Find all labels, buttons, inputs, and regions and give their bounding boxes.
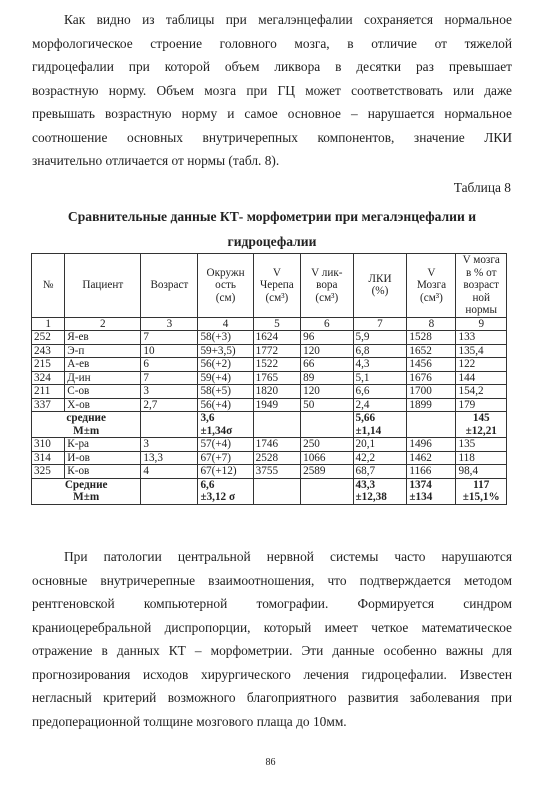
table-cell: 243 xyxy=(32,344,65,358)
column-numbers-row xyxy=(32,317,507,331)
cell-text: M±m xyxy=(73,491,100,503)
cell-text: Пациент xyxy=(82,279,124,291)
column-header xyxy=(198,254,253,318)
table-cell: 310 xyxy=(32,438,65,452)
table-cell: 135 xyxy=(456,438,507,452)
table-label: Таблица 8 xyxy=(453,180,511,195)
text-line: При патологии центральной нервной системы часто нарушаются xyxy=(64,549,512,564)
table-cell: 5,1 xyxy=(353,371,407,385)
column-header xyxy=(456,254,507,318)
table-row xyxy=(32,465,507,479)
column-number: 4 xyxy=(198,317,253,331)
table-cell: 1462 xyxy=(407,451,456,465)
table-cell: 122 xyxy=(456,358,507,372)
table-row xyxy=(32,438,507,452)
average-label xyxy=(32,478,141,504)
table-cell: 3755 xyxy=(253,465,300,479)
column-header xyxy=(32,254,65,318)
cell-text: ±134 xyxy=(409,491,433,503)
table-row xyxy=(32,385,507,399)
cell-text: Черепа xyxy=(260,279,294,291)
column-header xyxy=(141,254,198,318)
text-line: основные внутричерепные взаимоотношения, что подтверждается методом xyxy=(32,572,512,588)
cell-text: V xyxy=(272,266,281,279)
cell-text: Возраст xyxy=(150,279,189,291)
table-cell: 2528 xyxy=(253,451,300,465)
table-cell: 7 xyxy=(141,371,198,385)
cell-text: № xyxy=(42,279,54,291)
intro-paragraph xyxy=(32,8,512,173)
table-cell: 4 xyxy=(141,465,198,479)
table-cell xyxy=(301,412,353,438)
cell-text: (см³) xyxy=(315,291,339,304)
average-brain-volume xyxy=(407,478,456,504)
table-cell: 118 xyxy=(456,451,507,465)
cell-text: (см³) xyxy=(265,291,289,304)
table-cell xyxy=(301,478,353,504)
table-cell: К-ов xyxy=(65,465,141,479)
table-cell: 1676 xyxy=(407,371,456,385)
table-title-line: гидроцефалии xyxy=(227,234,317,249)
table-cell: Я-ев xyxy=(65,331,141,345)
table-cell: 325 xyxy=(32,465,65,479)
table-cell xyxy=(253,478,300,504)
cell-text: 117 xyxy=(473,478,490,491)
cell-text: V лик- xyxy=(311,266,343,279)
table-cell xyxy=(141,412,198,438)
text-line: прогнозирования исходов хирургического лечения гидроцефалии. Известен xyxy=(32,666,512,682)
cell-text: 43,3 xyxy=(355,478,376,491)
table-cell: 6,6 xyxy=(353,385,407,399)
cell-text: нормы xyxy=(465,304,498,316)
cell-text: 6,6 xyxy=(200,478,215,491)
cell-text: 145 xyxy=(472,412,490,424)
cell-text: средние xyxy=(66,412,106,424)
table-cell: 67(+7) xyxy=(198,451,253,465)
table-cell: С-ов xyxy=(65,385,141,399)
cell-text: Мозга xyxy=(416,279,447,291)
table-cell: К-ра xyxy=(65,438,141,452)
cell-text: ±15,1% xyxy=(462,491,500,503)
table-row xyxy=(32,331,507,345)
cell-text: V мозга xyxy=(462,254,500,266)
cell-text: ость xyxy=(215,279,236,291)
table-cell: 120 xyxy=(301,344,353,358)
table-cell: 250 xyxy=(301,438,353,452)
cell-text: Окружн xyxy=(206,266,245,279)
table-cell: 5,9 xyxy=(353,331,407,345)
cell-text: (см) xyxy=(215,291,236,304)
average-label xyxy=(32,412,141,438)
cell-text: ±3,12 σ xyxy=(200,491,236,503)
column-header xyxy=(253,254,300,318)
table-cell: 2,7 xyxy=(141,398,198,412)
table-cell: 252 xyxy=(32,331,65,345)
table-cell: 135,4 xyxy=(456,344,507,358)
table-cell: И-ов xyxy=(65,451,141,465)
table-cell: 57(+4) xyxy=(198,438,253,452)
table-cell: 337 xyxy=(32,398,65,412)
table-cell: 13,3 xyxy=(141,451,198,465)
cell-text: ±1,34σ xyxy=(200,424,233,437)
text-line: отражение в данных КТ – морфометрии. Эти данные особенно важны для xyxy=(32,643,512,658)
text-line: превышать возрастную норму и самое основное – нарушается нормальное xyxy=(32,106,512,121)
text-line: краниоцеребральной диспропорции, который имеет четкое математическое xyxy=(32,619,512,635)
average-lki xyxy=(353,478,407,504)
table-cell xyxy=(407,412,456,438)
table-cell: 56(+2) xyxy=(198,358,253,372)
cell-text: 3,6 xyxy=(200,412,215,424)
table-cell: 3 xyxy=(141,438,198,452)
table-cell: 179 xyxy=(456,398,507,412)
cell-text: возраст xyxy=(463,279,500,291)
cell-text: ной xyxy=(472,291,491,304)
table-cell: 56(+4) xyxy=(198,398,253,412)
average-circumference xyxy=(198,478,253,504)
column-header xyxy=(65,254,141,318)
table-cell: Э-п xyxy=(65,344,141,358)
average-brain-percent xyxy=(456,478,507,504)
table-cell: 144 xyxy=(456,371,507,385)
column-header xyxy=(407,254,456,318)
table-row xyxy=(32,358,507,372)
text-line: негласный критерий возможного благоприятного развития заболевания при xyxy=(32,690,512,705)
table-cell: 20,1 xyxy=(353,438,407,452)
table-cell: 4,3 xyxy=(353,358,407,372)
table-row xyxy=(32,371,507,385)
table-cell: 1772 xyxy=(253,344,300,358)
column-header xyxy=(301,254,353,318)
table-cell: 2,4 xyxy=(353,398,407,412)
table-cell: 1522 xyxy=(253,358,300,372)
text-line: предоперационной толщине мозгового плаща до 10мм. xyxy=(32,713,347,729)
column-header xyxy=(353,254,407,318)
table-cell: 58(+3) xyxy=(198,331,253,345)
table-cell: 67(+12) xyxy=(198,465,253,479)
text-line: значительно отличается от нормы (табл. 8). xyxy=(32,153,280,168)
table-cell: 1746 xyxy=(253,438,300,452)
text-line: возрастную норму. Объем мозга при ГЦ может соответствовать или даже xyxy=(32,82,512,98)
table-cell: Х-ов xyxy=(65,398,141,412)
table-body xyxy=(32,331,507,505)
cell-text: ЛКИ xyxy=(368,272,392,285)
cell-text: ±1,14 xyxy=(355,424,382,437)
table-cell: 154,2 xyxy=(456,385,507,399)
table-cell: 7 xyxy=(141,331,198,345)
table-cell: 133 xyxy=(456,331,507,345)
text-line: морфологическое строение головного мозга, в отличие от тяжелой xyxy=(32,35,512,51)
table-title-line: Сравнительные данные КТ- морфометрии при мегалэнцефалии и xyxy=(67,209,477,224)
table-cell: 1899 xyxy=(407,398,456,412)
table-cell: 1528 xyxy=(407,331,456,345)
table-cell: 89 xyxy=(301,371,353,385)
table-cell: 96 xyxy=(301,331,353,345)
cell-text: вора xyxy=(316,279,338,291)
table-cell: Д-ин xyxy=(65,371,141,385)
table-cell: 3 xyxy=(141,385,198,399)
outro-paragraph xyxy=(32,545,512,733)
table-row xyxy=(32,451,507,465)
table-cell: 215 xyxy=(32,358,65,372)
table-cell: 120 xyxy=(301,385,353,399)
text-line: рентгеновской компьютерной томографии. Формируется синдром xyxy=(32,596,512,611)
average-circumference xyxy=(198,412,253,438)
table-cell xyxy=(141,478,198,504)
cell-text: в % от xyxy=(465,266,497,279)
table-cell: 10 xyxy=(141,344,198,358)
table-cell: 314 xyxy=(32,451,65,465)
table-cell: 1652 xyxy=(407,344,456,358)
table-cell: 1066 xyxy=(301,451,353,465)
table-cell: 50 xyxy=(301,398,353,412)
cell-text: 5,66 xyxy=(355,412,376,424)
cell-text: Средние xyxy=(64,478,108,491)
cell-text: M±m xyxy=(73,424,100,437)
table-cell: 1496 xyxy=(407,438,456,452)
table-cell: 1166 xyxy=(407,465,456,479)
table-cell: 211 xyxy=(32,385,65,399)
table-cell: 1949 xyxy=(253,398,300,412)
average-row xyxy=(32,412,507,438)
column-number: 8 xyxy=(407,317,456,331)
cell-text: ±12,21 xyxy=(465,424,497,437)
cell-text: ±12,38 xyxy=(355,491,387,503)
table-cell: 66 xyxy=(301,358,353,372)
table-cell: 42,2 xyxy=(353,451,407,465)
cell-text: (см³) xyxy=(420,291,443,304)
page-number: 86 xyxy=(265,757,276,768)
table-cell: 58(+5) xyxy=(198,385,253,399)
table-cell: А-ев xyxy=(65,358,141,372)
average-lki xyxy=(353,412,407,438)
text-line: гидроцефалии при которой объем ликвора в десятки раз превышает xyxy=(32,59,512,74)
column-number: 3 xyxy=(141,317,198,331)
cell-text: V xyxy=(427,266,436,279)
table-row xyxy=(32,398,507,412)
table-cell: 1765 xyxy=(253,371,300,385)
cell-text: (%) xyxy=(371,285,389,298)
table-cell xyxy=(253,412,300,438)
table-cell: 6,8 xyxy=(353,344,407,358)
column-number: 1 xyxy=(32,317,65,331)
table-cell: 98,4 xyxy=(456,465,507,479)
table-cell: 2589 xyxy=(301,465,353,479)
table-row xyxy=(32,344,507,358)
table-cell: 1820 xyxy=(253,385,300,399)
average-brain-percent xyxy=(456,412,507,438)
table-cell: 68,7 xyxy=(353,465,407,479)
text-line: Как видно из таблицы при мегалэнцефалии сохраняется нормальное xyxy=(64,12,512,27)
table-cell: 59(+4) xyxy=(198,371,253,385)
table-cell: 1700 xyxy=(407,385,456,399)
column-number: 5 xyxy=(253,317,300,331)
column-number: 7 xyxy=(353,317,407,331)
table-cell: 324 xyxy=(32,371,65,385)
table-cell: 6 xyxy=(141,358,198,372)
morphometry-table xyxy=(31,253,507,505)
column-number: 2 xyxy=(65,317,141,331)
table-title xyxy=(32,204,512,254)
column-number: 9 xyxy=(456,317,507,331)
header-row xyxy=(32,254,507,318)
text-line: соотношение основных внутричерепных компонентов, значение ЛКИ xyxy=(32,129,512,145)
table-cell: 59+3,5) xyxy=(198,344,253,358)
table-cell: 1624 xyxy=(253,331,300,345)
table-cell: 1456 xyxy=(407,358,456,372)
average-row xyxy=(32,478,507,504)
column-number: 6 xyxy=(301,317,353,331)
cell-text: 1374 xyxy=(409,478,432,491)
